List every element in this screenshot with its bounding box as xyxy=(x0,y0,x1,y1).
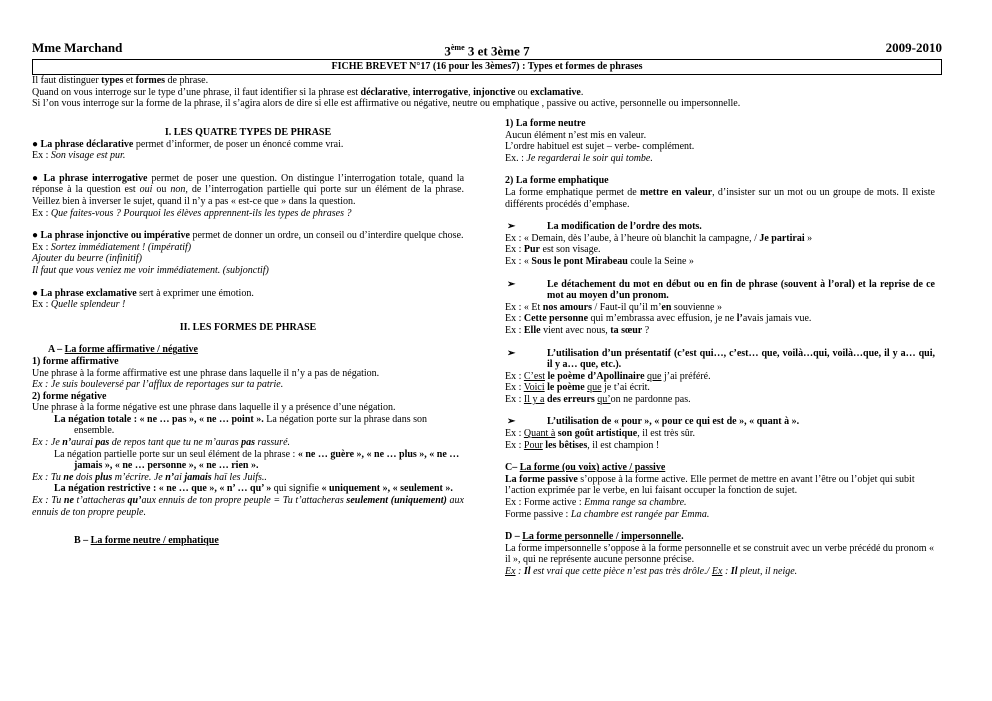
neutre-text-2: L’ordre habituel est sujet – verbe- complément. xyxy=(505,141,695,153)
impersonnelle-text: La forme impersonnelle s’oppose à la forme personnelle et se construit avec un verbe précédé du pronom « il », qui ne représente aucune personne précise. xyxy=(505,542,935,566)
negation-partielle: La négation partielle porte sur un seul élément de la phrase : « ne … guère », « ne … plus », « ne … jamais », « ne … personne », « ne … rien ». xyxy=(54,448,460,472)
impersonnelle-ex: Ex : Il est vrai que cette pièce n’est pas très drôle./ Ex : Il pleut, il neige. xyxy=(505,566,798,577)
intro-line-3: Si l’on vous interroge sur la forme de la phrase, il s’agira alors de dire si elle est affirmative ou négative, neutre ou emphatique , passive ou active, personnelle ou impersonnelle. xyxy=(32,98,741,110)
injonctive-ex-3: Il faut que vous veniez me voir immédiatement. (subjonctif) xyxy=(32,264,269,276)
declarative-ex: Ex : Son visage est pur. xyxy=(32,150,126,162)
negation-totale-ex: Ex : Je n’aurai pas de repos tant que tu ne m’auras pas rassuré. xyxy=(32,437,291,449)
section-d-title: D – La forme personnelle / impersonnelle. xyxy=(505,531,684,543)
section-c-title: C– La forme (ou voix) active / passive xyxy=(505,462,666,474)
pour-ex-2: Ex : Pour les bêtises, il est champion ! xyxy=(505,439,660,451)
intro xyxy=(32,75,952,110)
declarative-def: ● La phrase déclarative permet d’informer, de poser un énoncé comme vrai. xyxy=(32,138,344,150)
arrow-bullet-icon: ➢ xyxy=(507,278,516,290)
passive-text: La forme passive s’oppose à la forme active. Elle permet de mettre en avant l’être ou l’objet qui subit l’action exprimée par le verbe, en lui faisant occuper la fonction de sujet. xyxy=(505,473,915,497)
affirmative-text: Une phrase à la forme affirmative est une phrase dans laquelle il n’y a pas de négation. xyxy=(32,367,380,379)
injonctive-ex-1: Ex : Sortez immédiatement ! (impératif) xyxy=(32,241,192,253)
presentatif-ex-1: Ex : C’est le poème d’Apollinaire que j’ai préféré. xyxy=(505,370,711,382)
section-title-types: I. LES QUATRE TYPES DE PHRASE xyxy=(164,127,332,138)
intro-line-2: Quand on vous interroge sur le type d’une phrase, il faut identifier si la phrase est déclarative, interrogative, injonctive ou exclamative. xyxy=(32,86,584,98)
negation-restrictive: La négation restrictive : « ne … que », « n’ … qu’ » qui signifie « uniquement », « seulement ». xyxy=(54,483,453,495)
exclamative-ex: Ex : Quelle splendeur ! xyxy=(32,299,126,311)
detach-ex-2: Ex : Cette personne qui m’embrassa avec effusion, je ne l’avais jamais vue. xyxy=(505,313,812,325)
affirmative-heading: 1) forme affirmative xyxy=(32,355,119,367)
negation-totale: La négation totale : « ne … pas », « ne … point ». La négation porte sur la phrase dans son ensemble. xyxy=(54,413,428,437)
negation-partielle-ex: Ex : Tu ne dois plus m’écrire. Je n’ai jamais haï les Juifs.. xyxy=(32,471,267,483)
pour-heading: ➢ L’utilisation de « pour », « pour ce qui est de », « quant à ». xyxy=(507,416,800,428)
section-a-title: A – La forme affirmative / négative xyxy=(48,344,198,356)
emphatique-text: La forme emphatique permet de mettre en valeur, d’insister sur un mot ou un groupe de mots. Il existe différents procédés d’emphase. xyxy=(505,186,936,210)
left-column xyxy=(32,127,464,547)
presentatif-ex-3: Ex : Il y a des erreurs qu’on ne pardonne pas. xyxy=(505,393,691,405)
detach-ex-3: Ex : Elle vient avec nous, ta sœur ? xyxy=(505,324,650,336)
modif-ex-2: Ex : Pur est son visage. xyxy=(505,244,601,256)
neutre-text-1: Aucun élément n’est mis en valeur. xyxy=(505,129,647,141)
interrogative-def: ● La phrase interrogative permet de poser une question. On distingue l’interrogation totale, quand la réponse à la question est oui ou non, de l’interrogation partielle qui porte sur un élément de la phrase. Veillez bien à inverser le sujet, quand il n’y a pas « est-ce que » dans la question. xyxy=(32,172,465,207)
pour-ex-1: Ex : Quant à son goût artistique, il est très sûr. xyxy=(505,428,696,440)
teacher-name: Mme Marchand xyxy=(32,40,123,55)
modif-ex-1: Ex : « Demain, dès l’aube, à l’heure où blanchit la campagne, / Je partirai » xyxy=(505,232,813,244)
passive-ex: Forme passive : La chambre est rangée par Emma. xyxy=(505,508,710,520)
intro-line-1: Il faut distinguer types et formes de phrase. xyxy=(32,75,209,86)
class-label: 3ème 3 et 3ème 7 xyxy=(444,43,530,59)
negation-restrictive-ex: Ex : Tu ne t’attacheras qu’aux ennuis de ton propre peuple = Tu t’attacheras seulement (uniquement) aux ennuis de ton propre peuple. xyxy=(32,495,464,518)
section-title-formes: II. LES FORMES DE PHRASE xyxy=(179,321,317,333)
detach-ex-1: Ex : « Et nos amours / Faut-il qu’il m’en souvienne » xyxy=(505,301,722,313)
neutre-heading: 1) La forme neutre xyxy=(505,118,586,129)
arrow-bullet-icon: ➢ xyxy=(507,221,516,233)
affirmative-ex: Ex : Je suis bouleversé par l’afflux de reportages sur ta patrie. xyxy=(32,379,284,391)
injonctive-def: ● La phrase injonctive ou impérative permet de donner un ordre, un conseil ou d’interdire quelque chose. xyxy=(32,230,464,242)
modif-ex-3: Ex : « Sous le pont Mirabeau coule la Seine » xyxy=(505,255,694,267)
presentatif-ex-2: Ex : Voici le poème que je t’ai écrit. xyxy=(505,382,650,394)
interrogative-ex: Ex : Que faites-vous ? Pourquoi les élèves apprennent-ils les types de phrases ? xyxy=(32,207,352,219)
modif-heading: ➢ La modification de l’ordre des mots. xyxy=(507,221,702,233)
presentatif-heading: ➢ L’utilisation d’un présentatif (c’est qui…, c’est… que, voilà…qui, voilà…que, il y a… qui, il y a… que, etc.). xyxy=(507,347,935,371)
exclamative-def: ● La phrase exclamative sert à exprimer une émotion. xyxy=(32,287,254,299)
detach-heading: ➢ Le détachement du mot en début ou en fin de phrase (souvent à l’oral) et la reprise de ce mot au moyen d’un pronom. xyxy=(507,278,935,302)
negative-heading: 2) forme négative xyxy=(32,390,107,402)
active-ex: Ex : Forme active : Emma range sa chambre. xyxy=(505,497,687,509)
right-column xyxy=(505,118,935,578)
negative-text: Une phrase à la forme négative est une phrase dans laquelle il y a présence d’une négation. xyxy=(32,402,396,414)
arrow-bullet-icon: ➢ xyxy=(507,416,516,428)
school-year: 2009-2010 xyxy=(885,40,942,55)
section-b-title: B – La forme neutre / emphatique xyxy=(74,535,219,547)
injonctive-ex-2: Ajouter du beurre (infinitif) xyxy=(32,253,142,265)
arrow-bullet-icon: ➢ xyxy=(507,347,516,359)
emphatique-heading: 2) La forme emphatique xyxy=(505,175,609,187)
neutre-ex: Ex. : Je regarderai le soir qui tombe. xyxy=(505,152,653,164)
page-header xyxy=(32,42,942,58)
fiche-title: FICHE BREVET N°17 (16 pour les 3èmes7) : Types et formes de phrases xyxy=(32,59,942,75)
